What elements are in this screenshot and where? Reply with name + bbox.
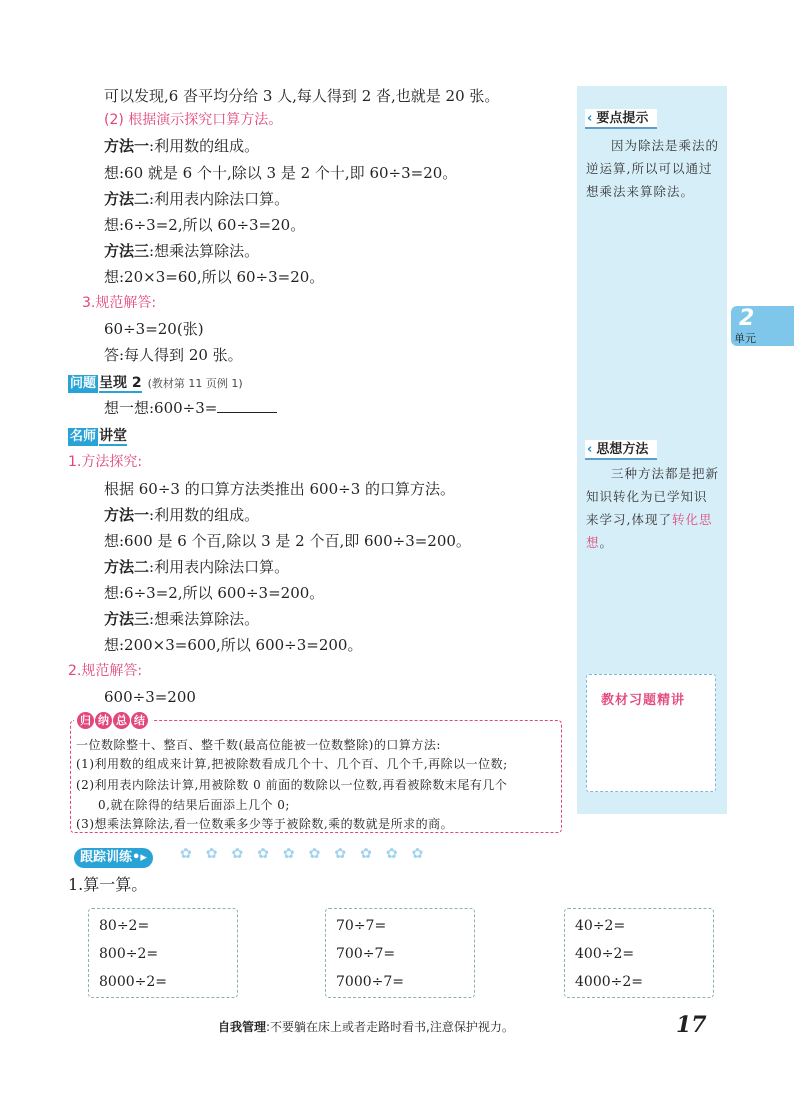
summary-line: 一位数除整十、整百、整千数(最高位能被一位数整除)的口算方法: [76, 738, 441, 752]
problem2-think: 想一想:600÷3= [104, 398, 277, 418]
step2-heading: (2) 根据演示探究口算方法。 [104, 112, 283, 128]
exercise-item: 8000÷2= [99, 974, 167, 990]
explore-heading: 1.方法探究: [68, 454, 143, 470]
lecture-badge: 名师 [70, 429, 97, 444]
method1-think: 想:60 就是 6 个十,除以 3 是 2 个十,即 60÷3=20。 [104, 164, 458, 182]
chevron-left-icon: ‹ [587, 442, 593, 457]
method3-think: 想:20×3=60,所以 60÷3=20。 [104, 268, 325, 286]
problem2-header: 问题 呈现 2 (教材第 11 页例 1) [70, 375, 243, 391]
summary-line: (1)利用数的组成来计算,把被除数看成几个十、几个百、几个千,再除以一位数; [76, 757, 508, 771]
lecture-method3-line: 方法三:想乘法算除法。 [104, 610, 260, 628]
unit-label: 单元 [734, 332, 756, 345]
exercise-item: 700÷7= [336, 946, 396, 962]
lecture-method1-line: 方法一:利用数的组成。 [104, 506, 260, 524]
summary-line: (3)想乘法算除法,看一位数乘多少等于被除数,乘的数就是所求的商。 [76, 817, 454, 831]
method3-line: 方法三:想乘法算除法。 [104, 242, 260, 260]
summary-line: (2)利用表内除法计算,用被除数 0 前面的数除以一位数,再看被除数末尾有几个 [76, 778, 508, 792]
exercise-item: 4000÷2= [575, 974, 643, 990]
page-number: 17 [676, 1012, 707, 1038]
answer-text: 答:每人得到 20 张。 [104, 346, 243, 364]
unit-tab [731, 306, 794, 346]
answer-blank[interactable] [217, 399, 277, 413]
lecture-method1-think: 想:600 是 6 个百,除以 3 是 2 个百,即 600÷3=200。 [104, 532, 471, 550]
intro-line: 可以发现,6 沓平均分给 3 人,每人得到 2 沓,也就是 20 张。 [104, 87, 500, 105]
method1-line: 方法一:利用数的组成。 [104, 137, 260, 155]
lecture-method2-think: 想:6÷3=2,所以 600÷3=200。 [104, 584, 325, 602]
lecture-header: 名师 讲堂 [70, 428, 128, 444]
question-1: 1.算一算。 [68, 875, 148, 894]
lecture-answer-calc: 600÷3=200 [104, 688, 196, 706]
exercise-item: 70÷7= [336, 918, 387, 934]
tip-title-thinking-method: ‹ 思想方法 [585, 440, 657, 460]
problem-badge: 问题 [70, 376, 97, 391]
exercise-group [325, 908, 475, 998]
exercise-item: 400÷2= [575, 946, 635, 962]
explore-intro: 根据 60÷3 的口算方法类推出 600÷3 的口算方法。 [104, 480, 456, 498]
lecture-answer-heading: 2.规范解答: [68, 663, 143, 679]
footer-note: 自我管理:不要躺在床上或者走路时看书,注意保护视力。 [218, 1020, 514, 1034]
tip-text-key-points: 因为除法是乘法的逆运算,所以可以通过想乘法来算除法。 [586, 138, 720, 199]
lecture-method2-line: 方法二:利用表内除法口算。 [104, 558, 290, 576]
method2-line: 方法二:利用表内除法口算。 [104, 190, 290, 208]
tip-text-thinking-method: 三种方法都是把新知识转化为已学知识来学习,体现了转化思想。 [586, 466, 720, 550]
textbook-exercise-box [586, 674, 716, 792]
exercise-item: 80÷2= [99, 918, 150, 934]
exercise-item: 800÷2= [99, 946, 159, 962]
chevron-left-icon: ‹ [587, 111, 593, 126]
exercise-group [564, 908, 714, 998]
exercise-item: 7000÷7= [336, 974, 404, 990]
exercise-group [88, 908, 238, 998]
lecture-method3-think: 想:200×3=600,所以 600÷3=200。 [104, 636, 363, 654]
answer-calc: 60÷3=20(张) [104, 320, 204, 338]
summary-line: 0,就在除得的结果后面添上几个 0; [98, 798, 290, 812]
summary-title: 归 纳 总 结 [74, 709, 152, 729]
unit-number: 2 [739, 306, 755, 331]
answer-heading: 3.规范解答: [82, 295, 157, 311]
method2-think: 想:6÷3=2,所以 60÷3=20。 [104, 216, 306, 234]
tip-title-key-points: ‹ 要点提示 [585, 109, 657, 129]
practice-header: 跟踪训练•▸ [74, 848, 153, 868]
exercise-item: 40÷2= [575, 918, 626, 934]
textbook-exercise-title: 教材习题精讲 [601, 693, 686, 708]
paw-prints-decoration: ✿✿✿✿✿✿✿✿✿✿ [180, 846, 438, 862]
